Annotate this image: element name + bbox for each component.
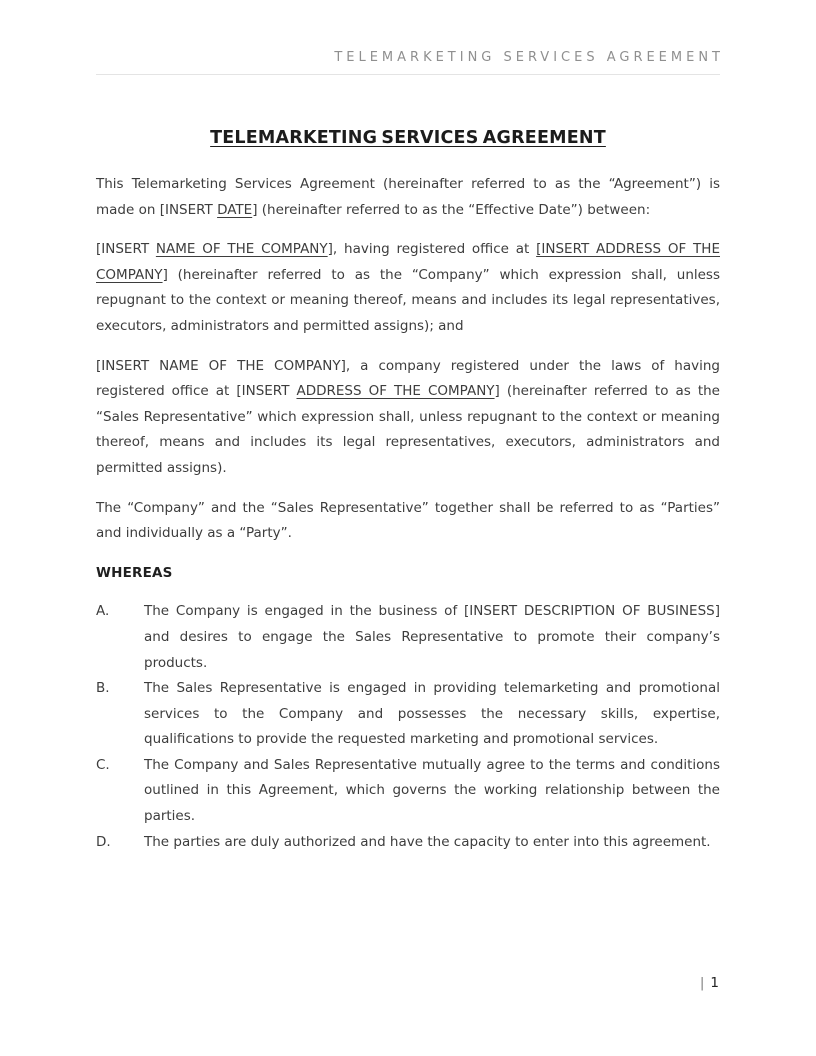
footer-page-number: 1: [710, 975, 719, 991]
whereas-heading: WHEREAS: [96, 564, 173, 581]
recital-item: [96, 676, 720, 753]
recital-text: The Sales Representative is engaged in providing telemarketing and promotional services to the Company and possesses the necessary skills, expertise, qualifications to provide the requested marketing and promotional services.: [144, 680, 720, 748]
page-footer: [700, 972, 719, 994]
recital-label: B.: [96, 680, 110, 697]
recital-item: [96, 753, 720, 830]
paragraph: [96, 496, 720, 547]
recital-text: The Company and Sales Representative mutually agree to the terms and conditions outlined in this Agreement, which governs the working relationship between the parties.: [144, 756, 720, 825]
recital-item: [96, 830, 720, 856]
paragraph: [96, 237, 720, 339]
recital-label: C.: [96, 756, 110, 773]
paragraphs-container: [96, 172, 720, 547]
document-title: TELEMARKETING SERVICES AGREEMENT: [210, 128, 606, 148]
text-run: [INSERT: [96, 241, 156, 258]
recital-item: [96, 599, 720, 676]
text-run: ] (hereinafter referred to as the “Effective Date”) between:: [252, 201, 651, 218]
text-run: The “Company” and the “Sales Representative” together shall be referred to as “Parties” and individually as a “Party”.: [96, 499, 720, 542]
running-header-title: TELEMARKETING SERVICES AGREEMENT: [334, 50, 724, 65]
text-run: ], having registered office at: [327, 241, 537, 258]
underlined-placeholder: ADDRESS OF THE COMPANY: [296, 383, 495, 400]
text-run: ] (hereinafter referred to as the “Sales Representative” which expression shall, unless repugnant to the context or meaning thereof, means and includes its legal representatives, executors, administrators and permitted assigns).: [96, 383, 720, 476]
footer-separator: |: [699, 975, 705, 991]
underlined-placeholder: DATE: [217, 201, 253, 218]
text-run: This Telemarketing Services Agreement (hereinafter referred to as the “Agreement”) is made on [INSERT: [96, 176, 720, 218]
recital-label: A.: [96, 603, 110, 620]
recitals-list: [96, 599, 720, 855]
recital-label: D.: [96, 833, 111, 850]
underlined-placeholder: [INSERT ADDRESS OF THE COMPANY: [96, 241, 720, 283]
recital-text: The Company is engaged in the business of [INSERT DESCRIPTION OF BUSINESS] and desires to engage the Sales Representative to promote their company’s products.: [144, 603, 720, 671]
underlined-placeholder: NAME OF THE COMPANY: [155, 241, 328, 258]
document-body: [96, 69, 720, 855]
paragraph: [96, 354, 720, 482]
text-run: ] (hereinafter referred to as the “Company” which expression shall, unless repugnant to the context or meaning thereof, means and includes its legal representatives, executors, administrators and permitted assigns); and: [96, 266, 720, 334]
paragraph: [96, 172, 720, 223]
recital-text: The parties are duly authorized and have the capacity to enter into this agreement.: [144, 833, 711, 850]
text-run: [INSERT NAME OF THE COMPANY], a company registered under the laws of having registered office at [INSERT: [96, 357, 720, 400]
